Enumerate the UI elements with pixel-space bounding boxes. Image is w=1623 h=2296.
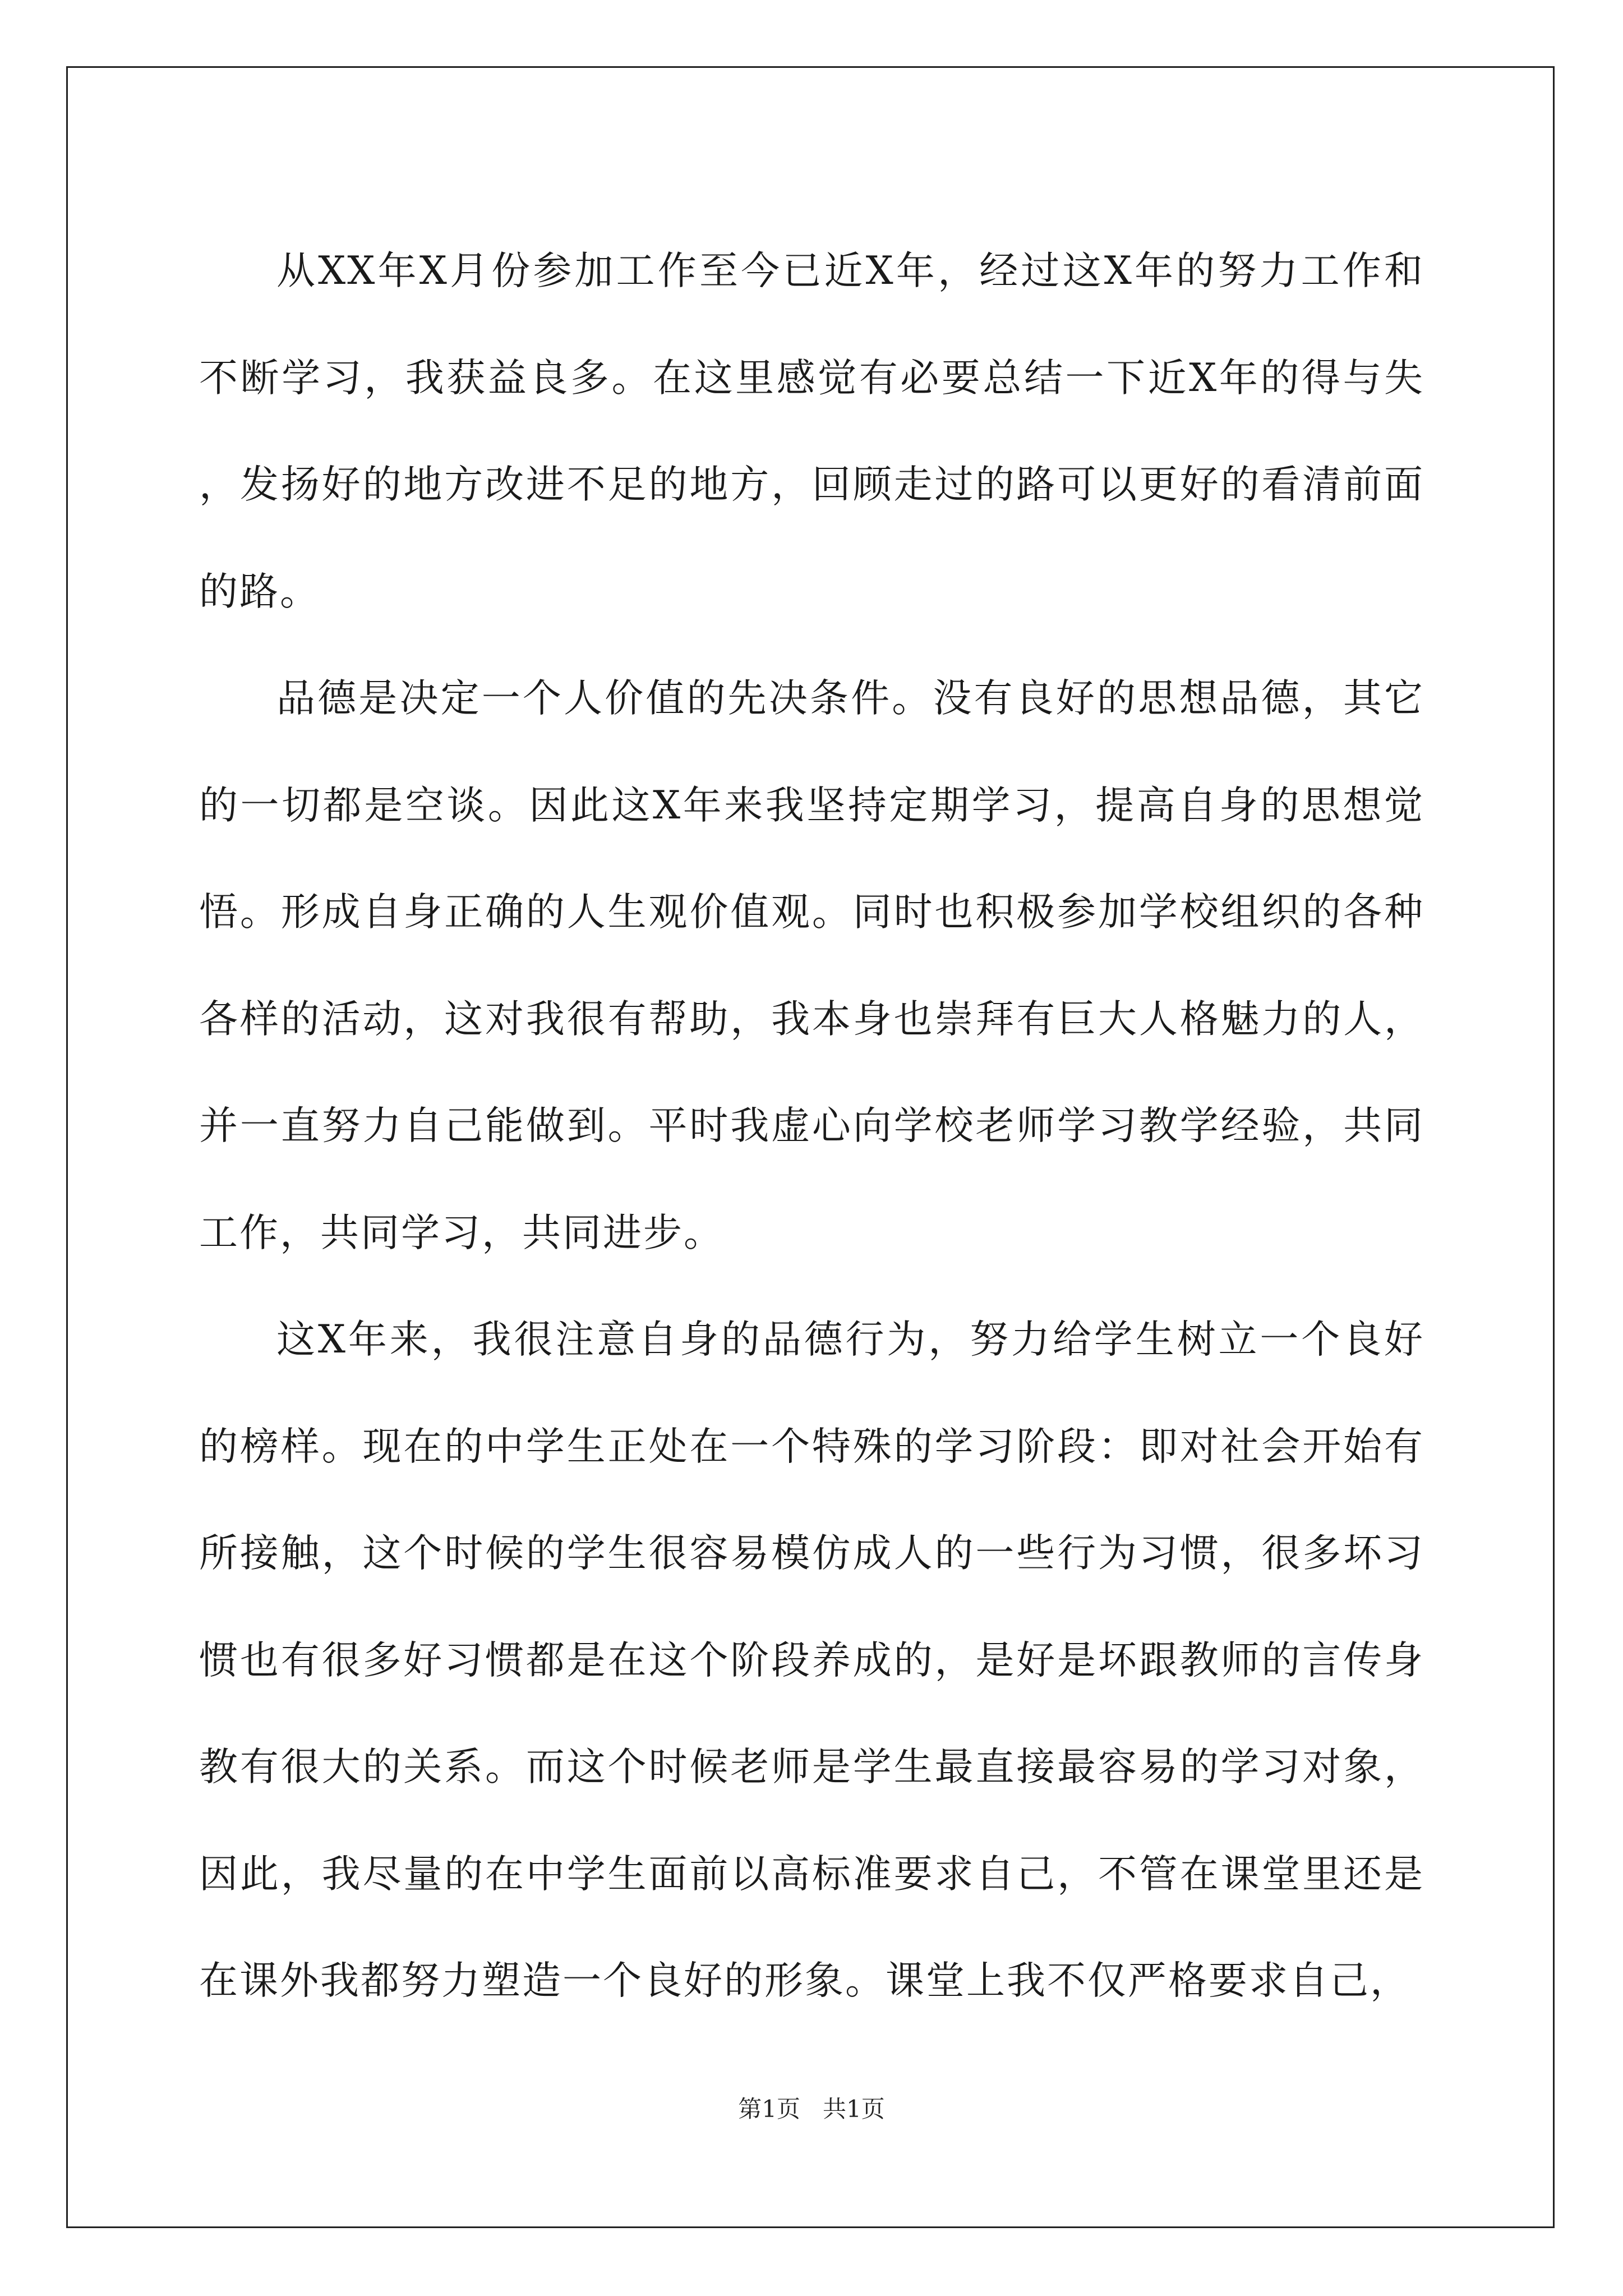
- paragraph-1: 从XX年X月份参加工作至今已近X年，经过这X年的努力工作和不断学习，我获益良多。在这里感觉有必要总结一下近X年的得与失，发扬好的地方改进不足的地方，回顾走过的路可以更好的看清前面的路。: [199, 249, 1424, 614]
- page-number-current: 第1页: [738, 2095, 800, 2123]
- page-number-total: 共1页: [823, 2095, 885, 2123]
- document-body: [199, 218, 1424, 2035]
- paragraph-2: 品德是决定一个人价值的先决条件。没有良好的思想品德，其它的一切都是空谈。因此这X年来我坚持定期学习，提高自身的思想觉悟。形成自身正确的人生观价值观。同时也积极参加学校组织的各种各样的活动，这对我很有帮助，我本身也崇拜有巨大人格魅力的人，并一直努力自己能做到。平时我虚心向学校老师学习教学经验，共同工作，共同学习，共同进步。: [199, 676, 1424, 1255]
- paragraph-3: 这X年来，我很注意自身的品德行为，努力给学生树立一个良好的榜样。现在的中学生正处在一个特殊的学习阶段：即对社会开始有所接触，这个时候的学生很容易模仿成人的一些行为习惯，很多坏习惯也有很多好习惯都是在这个阶段养成的，是好是坏跟教师的言传身教有很大的关系。而这个时候老师是学生最直接最容易的学习对象，因此，我尽量的在中学生面前以高标准要求自己，不管在课堂里还是在课外我都努力塑造一个良好的形象。课堂上我不仅严格要求自己，: [199, 1317, 1424, 2003]
- page-footer: [0, 2092, 1623, 2126]
